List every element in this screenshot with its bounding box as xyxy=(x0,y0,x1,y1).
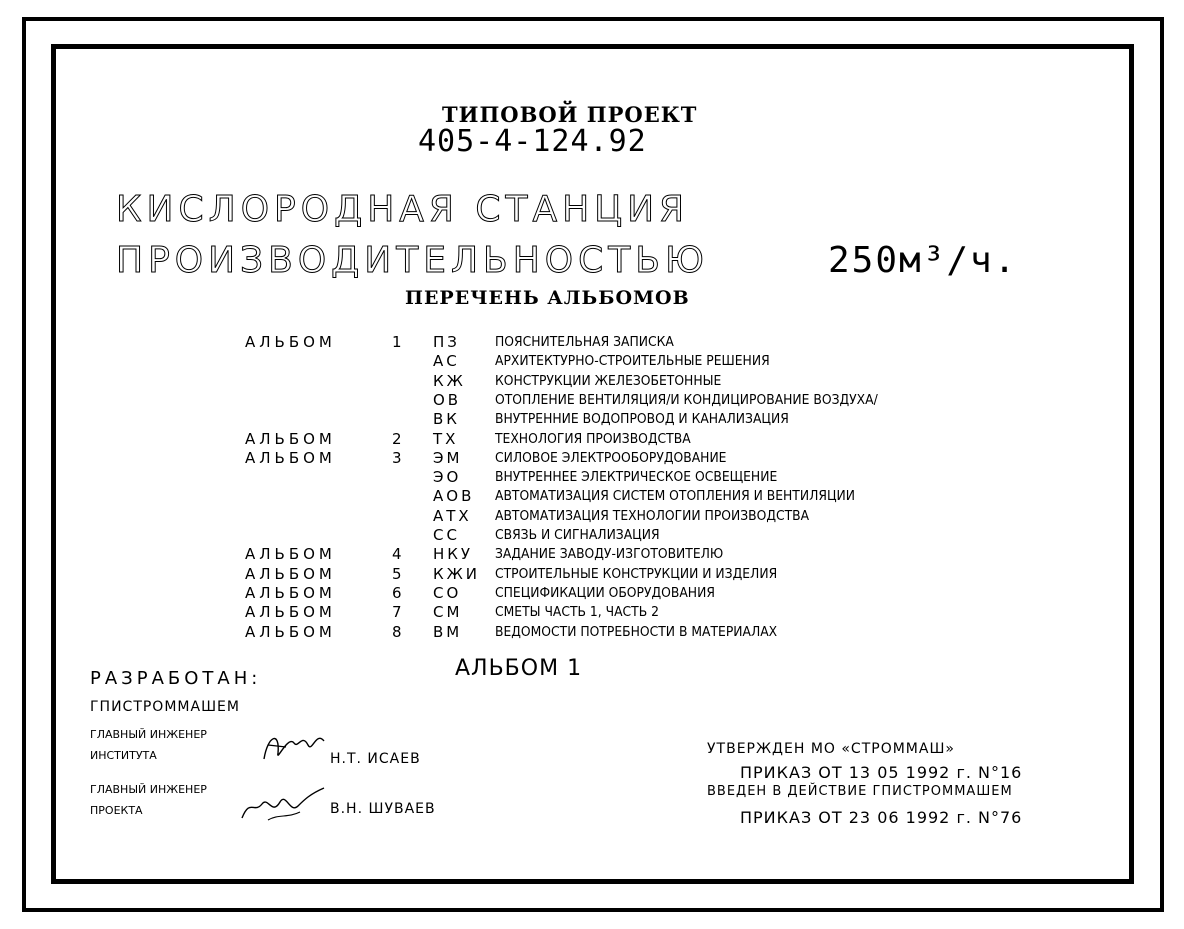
album-code: ТХ xyxy=(433,429,459,448)
album-name: АЛЬБОМ xyxy=(245,564,336,583)
signature-isaev xyxy=(258,725,330,767)
album-number: 5 xyxy=(392,564,402,583)
album-code: АТХ xyxy=(433,506,472,525)
album-number: 1 xyxy=(392,333,402,351)
album-description: СИЛОВОЕ ЭЛЕКТРООБОРУДОВАНИЕ xyxy=(495,450,727,466)
album-row xyxy=(245,584,965,603)
album-name: АЛЬБОМ xyxy=(245,583,336,602)
album-code: ОВ xyxy=(433,390,462,409)
album-row xyxy=(245,352,965,371)
album-description: ВНУТРЕННЕЕ ЭЛЕКТРИЧЕСКОЕ ОСВЕЩЕНИЕ xyxy=(495,470,778,486)
project-label: ТИПОВОЙ ПРОЕКТ xyxy=(442,102,698,127)
album-name: АЛЬБОМ xyxy=(245,429,336,448)
album-description: СТРОИТЕЛЬНЫЕ КОНСТРУКЦИИ И ИЗДЕЛИЯ xyxy=(495,566,778,582)
album-row xyxy=(245,565,965,584)
developer-label: РАЗРАБОТАН: xyxy=(90,668,262,689)
album-code: КЖИ xyxy=(433,564,481,583)
album-code: СМ xyxy=(433,603,463,622)
chief-engineer-project-label-1: ГЛАВНЫЙ ИНЖЕНЕР xyxy=(90,783,207,796)
album-name: АЛЬБОМ xyxy=(245,622,336,641)
album-row xyxy=(245,430,965,449)
album-code: СС xyxy=(433,526,460,544)
album-row xyxy=(245,372,965,391)
album-code: ПЗ xyxy=(433,333,460,351)
signature-shuvaev xyxy=(238,784,328,826)
chief-engineer-institute-label-2: ИНСТИТУТА xyxy=(90,749,157,762)
chief-engineer-institute-name: Н.Т. ИСАЕВ xyxy=(330,751,421,767)
album-description: КОНСТРУКЦИИ ЖЕЛЕЗОБЕТОННЫЕ xyxy=(495,373,722,389)
album-row xyxy=(245,487,965,506)
album-description: СМЕТЫ ЧАСТЬ 1, ЧАСТЬ 2 xyxy=(495,605,659,621)
album-number: 8 xyxy=(392,622,402,641)
album-description: ТЕХНОЛОГИЯ ПРОИЗВОДСТВА xyxy=(495,431,691,447)
developer-org: ГПИСТРОММАШЕМ xyxy=(90,699,240,715)
album-row xyxy=(245,545,965,564)
title-line-1: КИСЛОРОДНАЯ СТАНЦИЯ xyxy=(116,189,690,230)
album-code: ЭО xyxy=(433,468,462,487)
album-number: 6 xyxy=(392,583,402,602)
enacted-line: ВВЕДЕН В ДЕЙСТВИЕ ГПИСТРОММАШЕМ xyxy=(707,784,1013,799)
album-description: ВЕДОМОСТИ ПОТРЕБНОСТИ В МАТЕРИАЛАХ xyxy=(495,624,778,640)
album-number: 3 xyxy=(392,448,402,467)
chief-engineer-institute-label-1: ГЛАВНЫЙ ИНЖЕНЕР xyxy=(90,728,207,741)
title-line-2: ПРОИЗВОДИТЕЛЬНОСТЬЮ xyxy=(116,240,709,281)
album-name: АЛЬБОМ xyxy=(245,448,336,467)
album-number: 2 xyxy=(392,429,402,448)
album-row xyxy=(245,449,965,468)
album-number: 7 xyxy=(392,603,402,622)
album-description: СПЕЦИФИКАЦИИ ОБОРУДОВАНИЯ xyxy=(495,585,715,601)
album-description: АВТОМАТИЗАЦИЯ СИСТЕМ ОТОПЛЕНИЯ И ВЕНТИЛЯЦИИ xyxy=(495,489,856,505)
section-title: ПЕРЕЧЕНЬ АЛЬБОМОВ xyxy=(405,287,690,309)
album-code: ВМ xyxy=(433,622,463,641)
album-code: КЖ xyxy=(433,371,466,390)
album-code: НКУ xyxy=(433,545,474,564)
album-code: СО xyxy=(433,583,462,602)
album-number: 4 xyxy=(392,545,402,564)
album-row xyxy=(245,391,965,410)
approved-line: УТВЕРЖДЕН МО «СТРОММАШ» xyxy=(707,741,955,757)
album-code: АОВ xyxy=(433,487,475,506)
album-row xyxy=(245,333,965,352)
album-code: АС xyxy=(433,352,460,371)
album-code: ВК xyxy=(433,410,460,429)
album-row xyxy=(245,526,965,545)
title-capacity: 250м³/ч. xyxy=(828,240,1018,281)
album-row xyxy=(245,623,965,642)
album-row xyxy=(245,410,965,429)
album-name: АЛЬБОМ xyxy=(245,545,336,564)
album-description: АВТОМАТИЗАЦИЯ ТЕХНОЛОГИИ ПРОИЗВОДСТВА xyxy=(495,508,810,524)
chief-engineer-project-name: В.Н. ШУВАЕВ xyxy=(330,801,436,817)
album-row xyxy=(245,468,965,487)
album-row xyxy=(245,603,965,622)
album-description: ОТОПЛЕНИЕ ВЕНТИЛЯЦИЯ/И КОНДИЦИРОВАНИЕ ВОЗДУХА/ xyxy=(495,392,878,408)
approved-order: ПРИКАЗ ОТ 13 05 1992 г. N°16 xyxy=(740,763,1023,782)
album-code: ЭМ xyxy=(433,448,463,467)
album-name: АЛЬБОМ xyxy=(245,603,336,622)
album-description: ВНУТРЕННИЕ ВОДОПРОВОД И КАНАЛИЗАЦИЯ xyxy=(495,412,789,428)
chief-engineer-project-label-2: ПРОЕКТА xyxy=(90,804,143,817)
album-description: АРХИТЕКТУРНО-СТРОИТЕЛЬНЫЕ РЕШЕНИЯ xyxy=(495,354,770,370)
album-description: СВЯЗЬ И СИГНАЛИЗАЦИЯ xyxy=(495,528,660,543)
album-list xyxy=(245,333,965,653)
album-name: АЛЬБОМ xyxy=(245,333,336,351)
current-album: АЛЬБОМ 1 xyxy=(455,656,583,681)
enacted-order: ПРИКАЗ ОТ 23 06 1992 г. N°76 xyxy=(740,808,1023,827)
album-description: ЗАДАНИЕ ЗАВОДУ-ИЗГОТОВИТЕЛЮ xyxy=(495,547,724,563)
album-description: ПОЯСНИТЕЛЬНАЯ ЗАПИСКА xyxy=(495,335,674,350)
album-row xyxy=(245,507,965,526)
project-number: 405-4-124.92 xyxy=(418,124,647,159)
